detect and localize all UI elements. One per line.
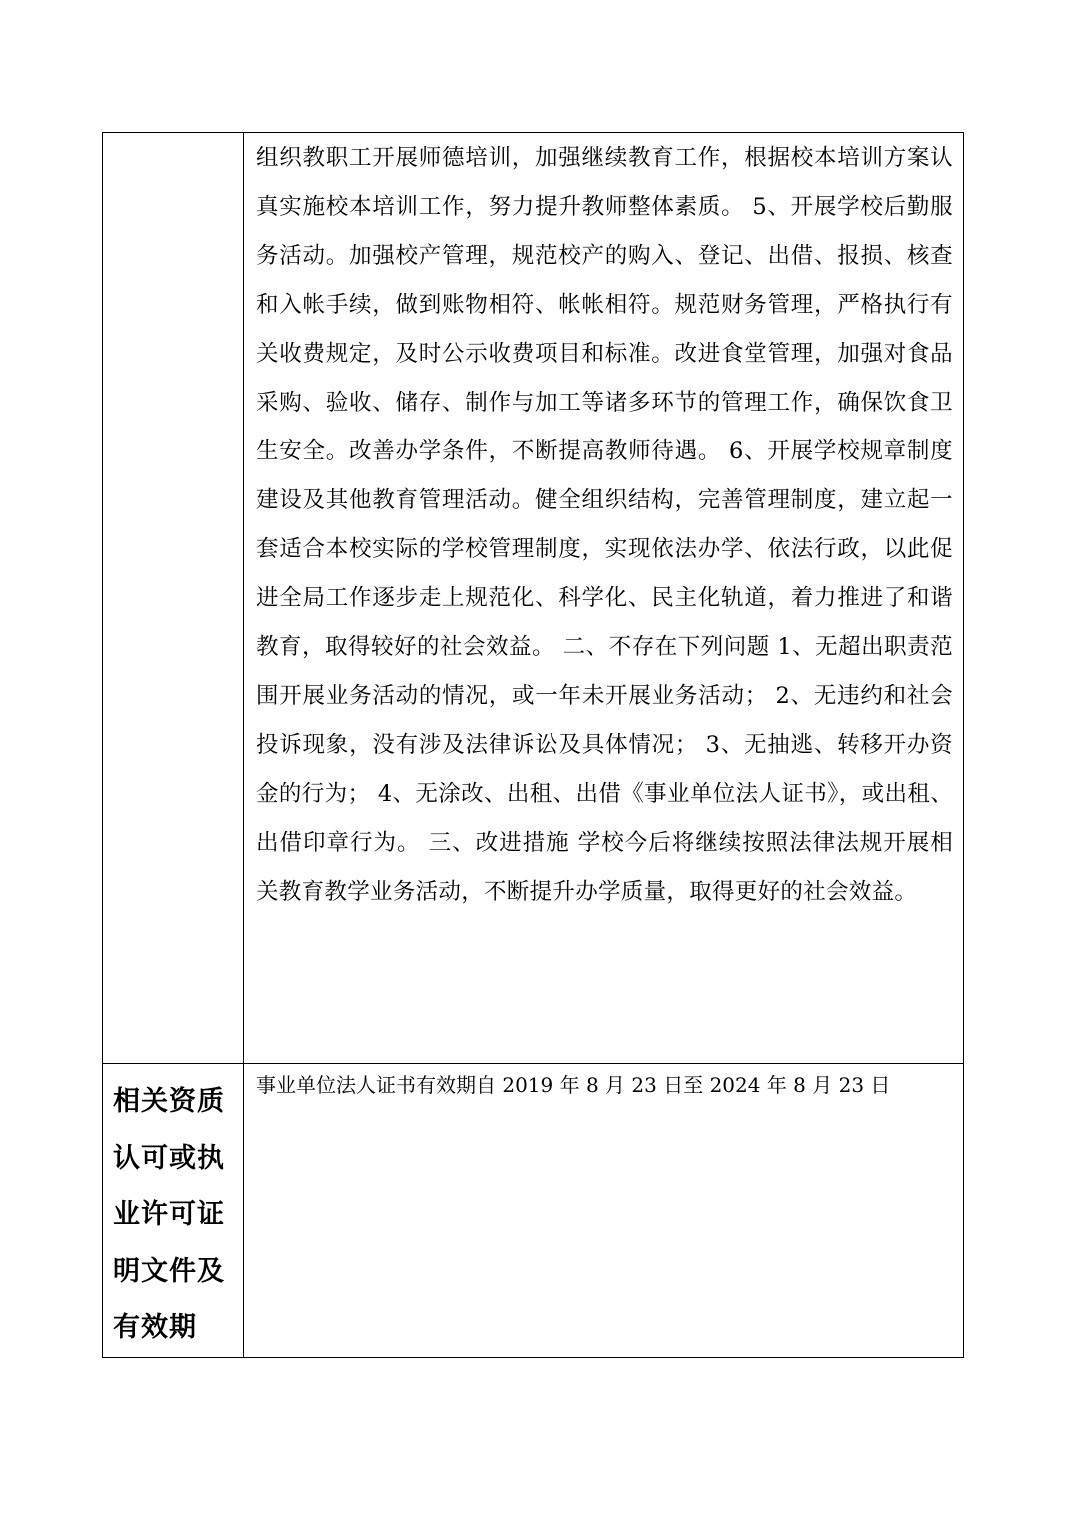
report-table: [102, 132, 964, 1358]
row-content-cell: [244, 1064, 964, 1358]
row-content-cell: [244, 133, 964, 1064]
certificate-validity-text: 事业单位法人证书有效期自 2019 年 8 月 23 日至 2024 年 8 月 23 日: [256, 1073, 891, 1097]
row-label: [103, 133, 243, 143]
row-label-cell: [103, 1064, 244, 1358]
table-row: [103, 133, 964, 1064]
row-label-cell: [103, 133, 244, 1064]
qualification-label: 相关资质认可或执业许可证明文件及有效期: [113, 1086, 225, 1343]
business-activities-text: 组织教职工开展师德培训，加强继续教育工作，根据校本培训方案认真实施校本培训工作，努力提升教师整体素质。 5、开展学校后勤服务活动。加强校产管理，规范校产的购入、登记、出借、报损、核查和入帐手续，做到账物相符、帐帐相符。规范财务管理，严格执行有关收费规定，及时公示收费项目和标准。改进食堂管理，加强对食品采购、验收、储存、制作与加工等诸多环节的管理工作，确保饮食卫生安全。改善办学条件，不断提高教师待遇。 6、开展学校规章制度建设及其他教育管理活动。健全组织结构，完善管理制度，建立起一套适合本校实际的学校管理制度，实现依法办学、依法行政，以此促进全局工作逐步走上规范化、科学化、民主化轨道，着力推进了和谐教育，取得较好的社会效益。 二、不存在下列问题 1、无超出职责范围开展业务活动的情况，或一年未开展业务活动； 2、无违约和社会投诉现象，没有涉及法律诉讼及具体情况； 3、无抽逃、转移开办资金的行为； 4、无涂改、出租、出借《事业单位法人证书》，或出租、出借印章行为。 三、改进措施 学校今后将继续按照法律法规开展相关教育教学业务活动，不断提升办学质量，取得更好的社会效益。: [256, 145, 953, 905]
table-row: [103, 1064, 964, 1358]
